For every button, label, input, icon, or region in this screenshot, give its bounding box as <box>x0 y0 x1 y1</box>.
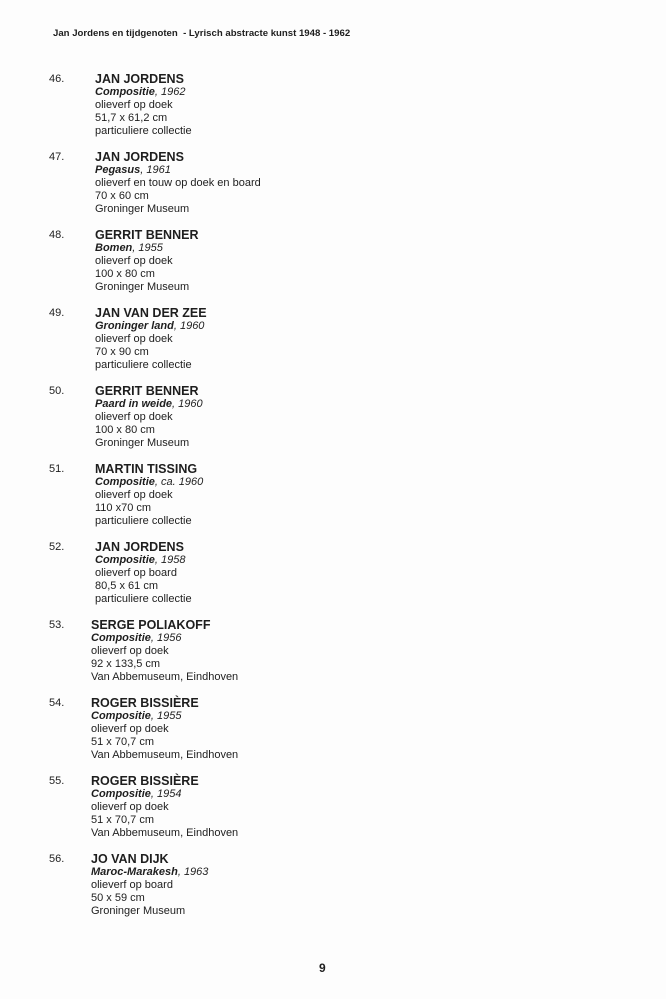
artwork-collection: Groninger Museum <box>91 905 186 917</box>
artwork-title: Paard in weide <box>95 398 173 410</box>
artwork-medium: olieverf op doek <box>95 333 173 345</box>
artist-name: MARTIN TISSING <box>95 462 198 476</box>
artwork-year: , 1956 <box>150 632 182 644</box>
artist-name: JAN JORDENS <box>95 72 184 86</box>
artwork-year: , 1954 <box>150 788 182 800</box>
artist-name: JAN JORDENS <box>95 540 184 554</box>
artwork-year: , 1958 <box>154 554 186 566</box>
artwork-collection: particuliere collectie <box>95 593 192 605</box>
entry-number: 50. <box>49 385 65 397</box>
catalogue-entry <box>0 540 666 618</box>
artwork-medium: olieverf op doek <box>95 411 173 423</box>
catalogue-entry <box>0 462 666 540</box>
artwork-collection: Van Abbemuseum, Eindhoven <box>91 827 239 839</box>
catalogue-entry <box>0 306 666 384</box>
page-number: 9 <box>319 961 326 975</box>
artwork-title: Compositie <box>91 710 151 722</box>
entry-number: 54. <box>49 697 65 709</box>
artwork-collection: Van Abbemuseum, Eindhoven <box>91 749 239 761</box>
catalogue-entry <box>0 384 666 462</box>
artwork-size: 92 x 133,5 cm <box>91 658 161 670</box>
artwork-title: Groninger land <box>95 320 174 332</box>
artwork-year: , 1955 <box>150 710 182 722</box>
catalogue-entry <box>0 618 666 696</box>
artwork-collection: Groninger Museum <box>95 437 190 449</box>
artwork-title: Bomen <box>95 242 133 254</box>
catalogue-entry <box>0 774 666 852</box>
entry-number: 52. <box>49 541 65 553</box>
artist-name: ROGER BISSIÈRE <box>91 696 199 710</box>
running-header: Jan Jordens en tijdgenoten - Lyrisch abstracte kunst 1948 - 1962 <box>53 28 351 39</box>
artwork-collection: particuliere collectie <box>95 359 192 371</box>
artwork-medium: olieverf op doek <box>95 489 173 501</box>
artist-name: JAN JORDENS <box>95 150 184 164</box>
catalogue-entry <box>0 228 666 306</box>
catalogue-entry <box>0 150 666 228</box>
artwork-year: , 1960 <box>172 398 203 410</box>
artwork-medium: olieverf op doek <box>91 801 169 813</box>
catalogue-entry <box>0 72 666 150</box>
artwork-size: 100 x 80 cm <box>95 424 155 436</box>
artwork-title: Compositie <box>95 554 155 566</box>
artwork-year: , 1955 <box>132 242 163 254</box>
entry-number: 49. <box>49 307 65 319</box>
artist-name: GERRIT BENNER <box>95 384 199 398</box>
entry-number: 56. <box>49 853 65 865</box>
artwork-medium: olieverf op doek <box>95 255 173 267</box>
artist-name: JAN VAN DER ZEE <box>95 306 207 320</box>
artwork-collection: particuliere collectie <box>95 515 192 527</box>
entry-number: 48. <box>49 229 65 241</box>
artist-name: GERRIT BENNER <box>95 228 199 242</box>
artist-name: JO VAN DIJK <box>91 852 169 866</box>
entry-number: 46. <box>49 73 65 85</box>
artwork-collection: Groninger Museum <box>95 281 190 293</box>
catalogue-entry <box>0 852 666 930</box>
catalogue-entry <box>0 696 666 774</box>
artwork-title: Compositie <box>95 476 155 488</box>
artwork-title: Compositie <box>91 632 151 644</box>
artwork-size: 110 x70 cm <box>95 502 152 514</box>
artwork-year: , 1963 <box>177 866 209 878</box>
artwork-title: Maroc-Marakesh <box>91 866 178 878</box>
artwork-medium: olieverf op board <box>91 879 173 891</box>
artwork-collection: Van Abbemuseum, Eindhoven <box>91 671 239 683</box>
artwork-size: 80,5 x 61 cm <box>95 580 158 592</box>
artwork-size: 51 x 70,7 cm <box>91 736 154 748</box>
artwork-medium: olieverf op board <box>95 567 177 579</box>
artwork-medium: olieverf op doek <box>91 645 169 657</box>
artist-name: ROGER BISSIÈRE <box>91 774 199 788</box>
artwork-year: , 1960 <box>173 320 205 332</box>
artwork-medium: olieverf op doek <box>95 99 173 111</box>
artwork-size: 51,7 x 61,2 cm <box>95 112 168 124</box>
artwork-year: , ca. 1960 <box>154 476 204 488</box>
artwork-year: , 1962 <box>154 86 186 98</box>
artist-name: SERGE POLIAKOFF <box>91 618 211 632</box>
artwork-size: 100 x 80 cm <box>95 268 155 280</box>
artwork-medium: olieverf op doek <box>91 723 169 735</box>
artwork-medium: olieverf en touw op doek en board <box>95 177 261 189</box>
artwork-year: , 1961 <box>140 164 171 176</box>
artwork-collection: Groninger Museum <box>95 203 190 215</box>
catalogue-list <box>0 72 666 930</box>
artwork-size: 70 x 90 cm <box>95 346 149 358</box>
artwork-collection: particuliere collectie <box>95 125 192 137</box>
entry-number: 47. <box>49 151 65 163</box>
artwork-title: Compositie <box>95 86 155 98</box>
entry-number: 55. <box>49 775 65 787</box>
artwork-size: 50 x 59 cm <box>91 892 145 904</box>
artwork-size: 70 x 60 cm <box>95 190 149 202</box>
artwork-title: Compositie <box>91 788 151 800</box>
artwork-size: 51 x 70,7 cm <box>91 814 154 826</box>
entry-number: 53. <box>49 619 65 631</box>
artwork-title: Pegasus <box>95 164 141 176</box>
entry-number: 51. <box>49 463 65 475</box>
